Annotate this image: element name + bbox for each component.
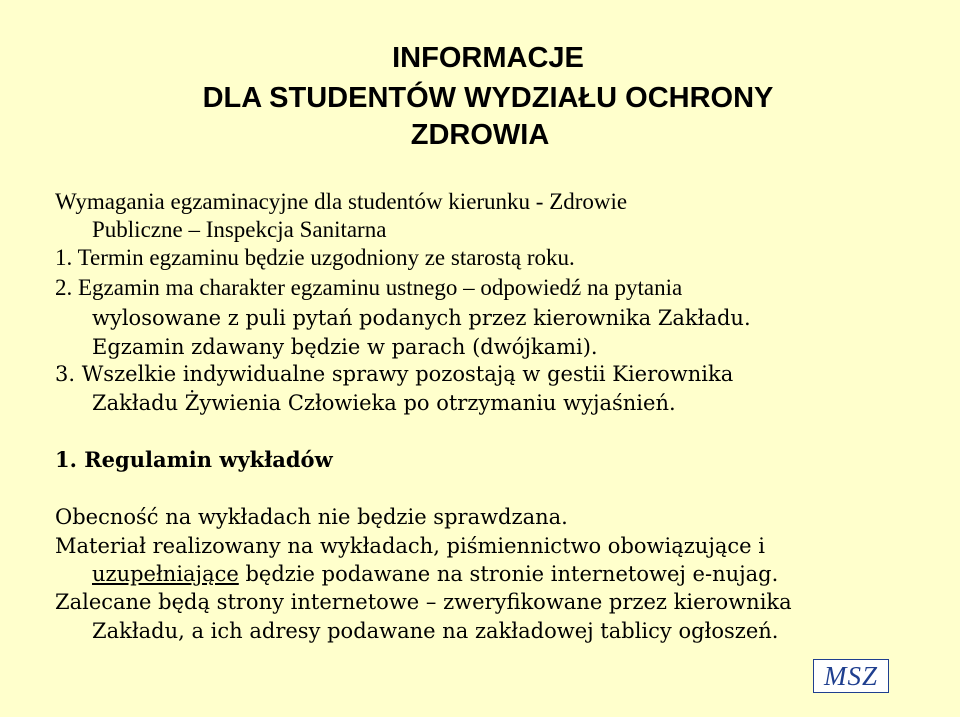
requirement-item-2-line-1: 2. Egzamin ma charakter egzaminu ustnego – odpowiedź na pytania xyxy=(55,275,683,300)
lectures-heading: 1. Regulamin wykładów xyxy=(55,447,333,472)
requirement-item-1: 1. Termin egzaminu będzie uzgodniony ze starostą roku. xyxy=(55,245,575,270)
title-line-2: DLA STUDENTÓW WYDZIAŁU OCHRONY xyxy=(202,82,774,114)
lectures-line-2: Materiał realizowany na wykładach, piśmiennictwo obowiązujące i xyxy=(55,534,765,558)
lectures-line-5: Zakładu, a ich adresy podawane na zakładowej tablicy ogłoszeń. xyxy=(92,619,779,643)
requirement-item-2-line-3: Egzamin zdawany będzie w parach (dwójkami). xyxy=(92,335,598,359)
requirement-item-3-line-2: Zakładu Żywienia Człowieka po otrzymaniu wyjaśnień. xyxy=(92,391,676,415)
underlined-word: uzupełniające xyxy=(92,562,239,586)
requirement-item-3-line-1: 3. Wszelkie indywidualne sprawy pozostają w gestii Kierownika xyxy=(55,362,734,386)
requirements-heading-line-1: Wymagania egzaminacyjne dla studentów kierunku - Zdrowie xyxy=(55,189,628,214)
lectures-line-1: Obecność na wykładach nie będzie sprawdzana. xyxy=(55,505,568,529)
title-line-3: ZDROWIA xyxy=(410,119,550,151)
lectures-line-3 xyxy=(92,564,778,585)
lectures-line-3-rest: będzie podawane na stronie internetowej e-nujag. xyxy=(238,562,779,586)
title-line-1: INFORMACJE xyxy=(392,42,584,74)
lectures-line-4: Zalecane będą strony internetowe – zweryfikowane przez kierownika xyxy=(55,590,792,614)
requirements-heading-line-2: Publiczne – Inspekcja Sanitarna xyxy=(92,217,387,242)
msz-stamp: MSZ xyxy=(813,659,889,693)
requirement-item-2-line-2: wylosowane z puli pytań podanych przez kierownika Zakładu. xyxy=(92,306,751,330)
